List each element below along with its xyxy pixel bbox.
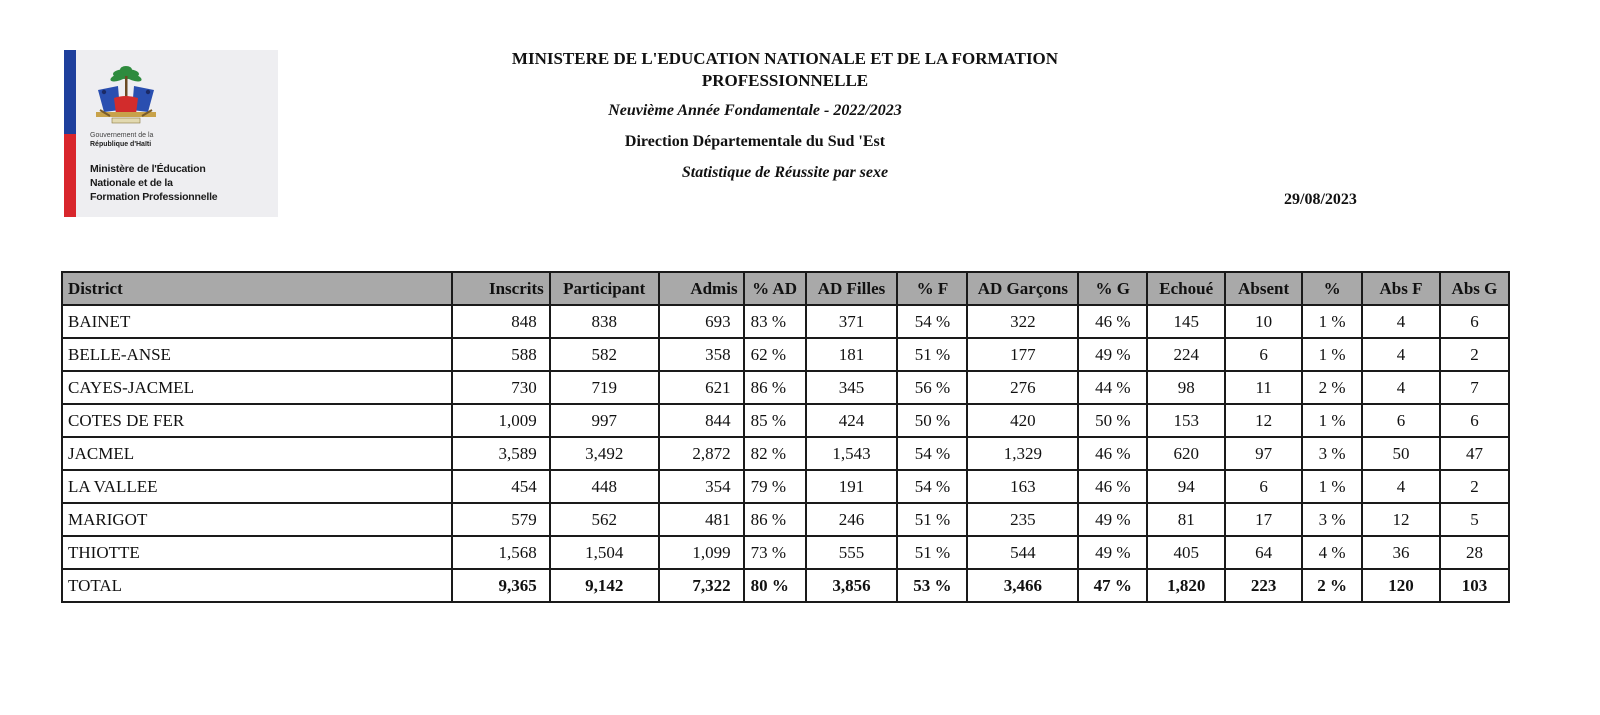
cell-pct-absent: 3 % [1302,437,1362,470]
cell-echoue: 224 [1147,338,1225,371]
cell-district: BELLE-ANSE [62,338,452,371]
cell-pct-ad: 73 % [744,536,806,569]
column-header-inscrits: Inscrits [452,272,550,305]
cell-abs-f: 4 [1362,338,1440,371]
cell-pct-g: 44 % [1078,371,1147,404]
cell-participant: 838 [550,305,659,338]
cell-absent: 11 [1225,371,1302,404]
cell-absent: 6 [1225,470,1302,503]
title-line-1: MINISTERE DE L'EDUCATION NATIONALE ET DE LA FORMATION [511,49,1059,68]
cell-inscrits: 1,568 [452,536,550,569]
column-header-pct-absent: % [1302,272,1362,305]
cell-participant: 9,142 [550,569,659,602]
column-header-ad-filles: AD Filles [806,272,898,305]
cell-district: COTES DE FER [62,404,452,437]
cell-pct-f: 51 % [897,338,967,371]
cell-abs-g: 28 [1440,536,1509,569]
cell-ad-filles: 1,543 [806,437,898,470]
cell-abs-g: 47 [1440,437,1509,470]
cell-pct-ad: 86 % [744,371,806,404]
cell-pct-g: 49 % [1078,338,1147,371]
flag-bar [64,50,76,217]
column-header-pct-ad: % AD [744,272,806,305]
cell-inscrits: 3,589 [452,437,550,470]
column-header-abs-g: Abs G [1440,272,1509,305]
cell-absent: 64 [1225,536,1302,569]
cell-pct-f: 56 % [897,371,967,404]
cell-inscrits: 9,365 [452,569,550,602]
cell-pct-absent: 2 % [1302,371,1362,404]
cell-pct-g: 46 % [1078,437,1147,470]
table-row [62,503,1509,536]
cell-district: MARIGOT [62,503,452,536]
cell-district: TOTAL [62,569,452,602]
cell-pct-absent: 1 % [1302,338,1362,371]
cell-pct-absent: 2 % [1302,569,1362,602]
column-header-absent: Absent [1225,272,1302,305]
cell-district: LA VALLEE [62,470,452,503]
cell-participant: 719 [550,371,659,404]
flag-red-stripe [64,134,76,218]
cell-echoue: 145 [1147,305,1225,338]
republic-label: République d'Haïti [90,141,152,148]
cell-pct-ad: 62 % [744,338,806,371]
cell-echoue: 620 [1147,437,1225,470]
column-header-pct-g: % G [1078,272,1147,305]
cell-ad-filles: 3,856 [806,569,898,602]
cell-abs-f: 12 [1362,503,1440,536]
cell-pct-ad: 83 % [744,305,806,338]
cell-inscrits: 588 [452,338,550,371]
cell-absent: 6 [1225,338,1302,371]
cell-pct-f: 51 % [897,536,967,569]
cell-inscrits: 848 [452,305,550,338]
cell-abs-g: 7 [1440,371,1509,404]
cell-echoue: 81 [1147,503,1225,536]
coat-of-arms-icon [90,64,162,130]
column-header-abs-f: Abs F [1362,272,1440,305]
government-label: Gouvernement de la [90,132,154,139]
cell-ad-garcons: 3,466 [967,569,1078,602]
ministry-logo [64,50,278,217]
cell-pct-absent: 3 % [1302,503,1362,536]
cell-participant: 582 [550,338,659,371]
cell-admis: 358 [659,338,744,371]
table-row [62,437,1509,470]
cell-ad-filles: 424 [806,404,898,437]
cell-pct-g: 47 % [1078,569,1147,602]
table-row [62,338,1509,371]
exam-year-subtitle: Neuvième Année Fondamentale - 2022/2023 [608,102,902,119]
cell-abs-f: 50 [1362,437,1440,470]
cell-absent: 12 [1225,404,1302,437]
table-row [62,536,1509,569]
cell-pct-f: 51 % [897,503,967,536]
column-header-participant: Participant [550,272,659,305]
cell-ad-garcons: 420 [967,404,1078,437]
cell-pct-ad: 86 % [744,503,806,536]
cell-pct-ad: 82 % [744,437,806,470]
cell-abs-f: 4 [1362,470,1440,503]
table-row [62,470,1509,503]
cell-ad-garcons: 544 [967,536,1078,569]
cell-ad-garcons: 276 [967,371,1078,404]
ministry-line-1: Ministère de l'Éducation [90,163,206,175]
cell-abs-g: 5 [1440,503,1509,536]
cell-participant: 448 [550,470,659,503]
cell-abs-f: 120 [1362,569,1440,602]
cell-ad-garcons: 1,329 [967,437,1078,470]
cell-participant: 3,492 [550,437,659,470]
cell-participant: 562 [550,503,659,536]
cell-inscrits: 730 [452,371,550,404]
cell-admis: 7,322 [659,569,744,602]
cell-district: THIOTTE [62,536,452,569]
table-header-row [62,272,1509,305]
cell-admis: 693 [659,305,744,338]
cell-pct-ad: 79 % [744,470,806,503]
cell-admis: 1,099 [659,536,744,569]
cell-district: JACMEL [62,437,452,470]
cell-pct-g: 46 % [1078,305,1147,338]
cell-ad-filles: 371 [806,305,898,338]
table-row [62,404,1509,437]
cell-absent: 10 [1225,305,1302,338]
total-row [62,569,1509,602]
cell-abs-g: 2 [1440,470,1509,503]
cell-pct-absent: 1 % [1302,470,1362,503]
cell-pct-ad: 85 % [744,404,806,437]
cell-abs-f: 36 [1362,536,1440,569]
ministry-name [90,162,217,204]
success-statistics-table [61,271,1510,603]
cell-inscrits: 579 [452,503,550,536]
cell-ad-garcons: 177 [967,338,1078,371]
cell-ad-filles: 181 [806,338,898,371]
ministry-line-2: Nationale et de la [90,177,173,189]
cell-pct-g: 46 % [1078,470,1147,503]
document-title [440,48,1130,92]
column-header-ad-garcons: AD Garçons [967,272,1078,305]
cell-pct-g: 49 % [1078,503,1147,536]
cell-pct-f: 50 % [897,404,967,437]
flag-blue-stripe [64,50,76,134]
report-date: 29/08/2023 [1284,191,1357,208]
cell-pct-g: 50 % [1078,404,1147,437]
cell-absent: 97 [1225,437,1302,470]
cell-echoue: 405 [1147,536,1225,569]
cell-abs-f: 4 [1362,371,1440,404]
cell-admis: 844 [659,404,744,437]
cell-participant: 1,504 [550,536,659,569]
cell-pct-f: 54 % [897,470,967,503]
cell-echoue: 98 [1147,371,1225,404]
cell-abs-g: 2 [1440,338,1509,371]
cell-abs-g: 6 [1440,404,1509,437]
cell-absent: 17 [1225,503,1302,536]
column-header-district: District [62,272,452,305]
cell-district: BAINET [62,305,452,338]
cell-pct-f: 54 % [897,437,967,470]
cell-echoue: 94 [1147,470,1225,503]
cell-abs-g: 103 [1440,569,1509,602]
cell-pct-g: 49 % [1078,536,1147,569]
cell-ad-filles: 555 [806,536,898,569]
cell-pct-absent: 1 % [1302,404,1362,437]
cell-ad-garcons: 322 [967,305,1078,338]
column-header-admis: Admis [659,272,744,305]
cell-admis: 2,872 [659,437,744,470]
cell-ad-filles: 345 [806,371,898,404]
cell-abs-f: 4 [1362,305,1440,338]
cell-echoue: 153 [1147,404,1225,437]
cell-admis: 621 [659,371,744,404]
cell-admis: 354 [659,470,744,503]
table-row [62,305,1509,338]
column-header-pct-f: % F [897,272,967,305]
cell-pct-absent: 1 % [1302,305,1362,338]
cell-absent: 223 [1225,569,1302,602]
cell-inscrits: 454 [452,470,550,503]
cell-abs-g: 6 [1440,305,1509,338]
cell-ad-filles: 246 [806,503,898,536]
cell-ad-filles: 191 [806,470,898,503]
cell-pct-f: 53 % [897,569,967,602]
direction-label: Direction Départementale du Sud 'Est [624,133,886,150]
cell-echoue: 1,820 [1147,569,1225,602]
column-header-echoue: Echoué [1147,272,1225,305]
table-row [62,371,1509,404]
cell-participant: 997 [550,404,659,437]
report-name: Statistique de Réussite par sexe [681,164,889,181]
cell-abs-f: 6 [1362,404,1440,437]
cell-ad-garcons: 163 [967,470,1078,503]
cell-ad-garcons: 235 [967,503,1078,536]
cell-pct-f: 54 % [897,305,967,338]
cell-district: CAYES-JACMEL [62,371,452,404]
title-line-2: PROFESSIONNELLE [701,71,869,90]
ministry-line-3: Formation Professionnelle [90,191,218,203]
cell-pct-absent: 4 % [1302,536,1362,569]
cell-admis: 481 [659,503,744,536]
cell-inscrits: 1,009 [452,404,550,437]
cell-pct-ad: 80 % [744,569,806,602]
